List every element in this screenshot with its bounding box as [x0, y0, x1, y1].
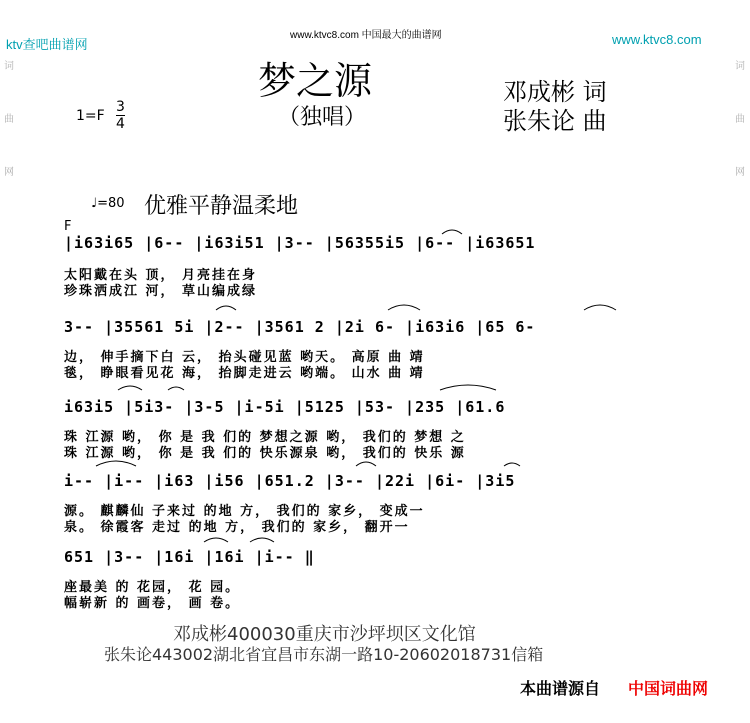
lyric-verse-2: 泉。 徐霞客 走过 的地 方， 我们的 家乡， 翻开一 — [64, 520, 410, 535]
lyric-verse-2: 毯， 睁眼看见花 海， 抬脚走进云 哟端。 山水 曲 靖 — [64, 366, 425, 381]
lyricist-credit: 邓成彬 词 — [503, 78, 607, 106]
lyric-verse-1: 太阳戴在头 顶， 月亮挂在身 — [64, 268, 258, 283]
song-subtitle: （独唱） — [278, 105, 367, 130]
song-title: 梦之源 — [258, 59, 373, 103]
key-signature: 1=F — [76, 108, 105, 124]
composer-address: 张朱论443002湖北省宜昌市东湖一路10-20602018731信箱 — [104, 645, 544, 664]
side-watermark-char: 网 — [735, 167, 745, 178]
source-label: 本曲谱源自 — [520, 679, 601, 698]
side-watermark-char: 网 — [4, 167, 14, 178]
composer-credit: 张朱论 曲 — [503, 107, 607, 135]
header-center-line: www.ktvc8.com 中国最大的曲谱网 — [290, 30, 442, 41]
notation-line: i63i5 |5i3- |3-5 |i-5i |5125 |53- |235 |61.6 — [64, 398, 506, 416]
expression-mark: 优雅平静温柔地 — [144, 194, 299, 219]
side-watermark-char: 曲 — [735, 114, 745, 125]
side-watermark-char: 词 — [735, 61, 745, 72]
lyric-verse-1: 边， 伸手摘下白 云， 抬头碰见蓝 哟天。 高原 曲 靖 — [64, 350, 425, 365]
header-left-site[interactable]: ktv查吧曲谱网 — [6, 37, 88, 52]
side-watermark-char: 曲 — [4, 114, 14, 125]
tempo-mark: ♩=80 — [91, 196, 125, 211]
lyric-verse-1: 珠 江源 哟， 你 是 我 们的 梦想之源 哟， 我们的 梦想 之 — [64, 430, 466, 445]
notation-line: 3-- |35561 5i |2-- |3561 2 |2i 6- |i63i6 |65 6- — [64, 318, 536, 336]
notation-line: |i63i65 |6-- |i63i51 |3-- |56355i5 |6-- |i63651 — [64, 234, 536, 252]
time-numerator: 3 — [116, 99, 125, 115]
side-watermark-char: 词 — [4, 61, 14, 72]
source-brand-link[interactable]: 中国词曲网 — [628, 679, 709, 698]
lyric-verse-2: 幅崭新 的 画卷， 画 卷。 — [64, 596, 241, 611]
lyric-verse-2: 珠 江源 哟， 你 是 我 们的 快乐源泉 哟， 我们的 快乐 源 — [64, 446, 466, 461]
chord-symbol: F — [64, 219, 72, 234]
lyricist-address: 邓成彬400030重庆市沙坪坝区文化馆 — [173, 624, 476, 645]
lyric-verse-1: 座最美 的 花园， 花 园。 — [64, 580, 241, 595]
notation-line: i-- |i-- |i63 |i56 |651.2 |3-- |22i |6i- |3i5 — [64, 472, 516, 490]
lyric-verse-2: 珍珠洒成江 河， 草山编成绿 — [64, 284, 258, 299]
lyric-verse-1: 源。 麒麟仙 子来过 的地 方， 我们的 家乡， 变成一 — [64, 504, 425, 519]
notation-line: 651 |3-- |16i |16i |i-- ‖ — [64, 548, 315, 566]
time-denominator: 4 — [116, 116, 125, 132]
header-right-site[interactable]: www.ktvc8.com — [612, 32, 702, 47]
